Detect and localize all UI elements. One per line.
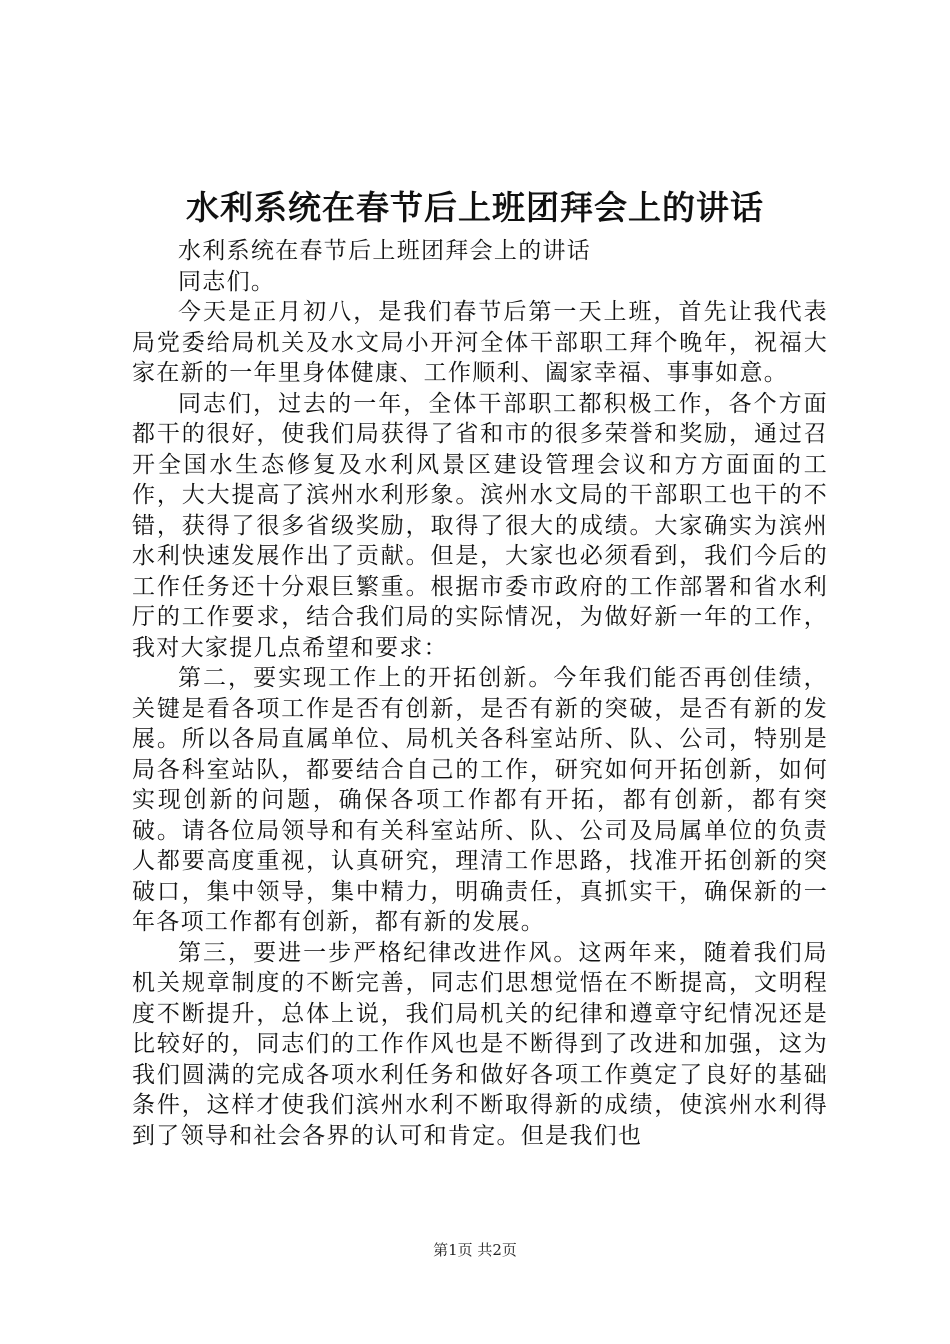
paragraph-review: 同志们，过去的一年，全体干部职工都积极工作，各个方面都干的很好，使我们局获得了省和市的很多荣誉和奖励，通过召开全国水生态修复及水利风景区建设管理会议和方方面面的工作，大大提高了滨州水利形象。滨州水文局的干部职工也干的不错，获得了很多省级奖励，取得了很大的成绩。大家确实为滨州水利快速发展作出了贡献。但是，大家也必须看到，我们今后的工作任务还十分艰巨繁重。根据市委市政府的工作部署和省水利厅的工作要求，结合我们局的实际情况，为做好新一年的工作，我对大家提几点希望和要求： (132, 390, 828, 661)
paragraph-third-point: 第三，要进一步严格纪律改进作风。这两年来，随着我们局机关规章制度的不断完善，同志们思想觉悟在不断提高，文明程度不断提升，总体上说，我们局机关的纪律和遵章守纪情况还是比较好的，同志们的工作作风也是不断得到了改进和加强，这为我们圆满的完成各项水利任务和做好各项工作奠定了良好的基础条件，这样才使我们滨州水利不断取得新的成绩，使滨州水利得到了领导和社会各界的认可和肯定。但是我们也 (132, 939, 828, 1149)
document-body (132, 236, 828, 1151)
paragraph-second-point: 第二，要实现工作上的开拓创新。今年我们能否再创佳绩，关键是看各项工作是否有创新，是否有新的突破，是否有新的发展。所以各局直属单位、局机关各科室站所、队、公司，特别是局各科室站队，都要结合自己的工作，研究如何开拓创新，如何实现创新的问题，确保各项工作都有开拓，都有创新，都有突破。请各位局领导和有关科室站所、队、公司及局属单位的负责人都要高度重视，认真研究，理清工作思路，找准开拓创新的突破口，集中领导，集中精力，明确责任，真抓实干，确保新的一年各项工作都有创新，都有新的发展。 (132, 665, 828, 935)
paragraph-subtitle: 水利系统在春节后上班团拜会上的讲话 (178, 238, 592, 264)
paragraph-salutation: 同志们。 (178, 268, 276, 295)
page-number-footer: 第1页 共2页 (433, 1241, 517, 1259)
paragraph-greeting: 今天是正月初八，是我们春节后第一天上班，首先让我代表局党委给局机关及水文局小开河全体干部职工拜个晚年，祝福大家在新的一年里身体健康、工作顺利、阖家幸福、事事如意。 (132, 299, 828, 386)
document-title: 水利系统在春节后上班团拜会上的讲话 (186, 188, 764, 227)
